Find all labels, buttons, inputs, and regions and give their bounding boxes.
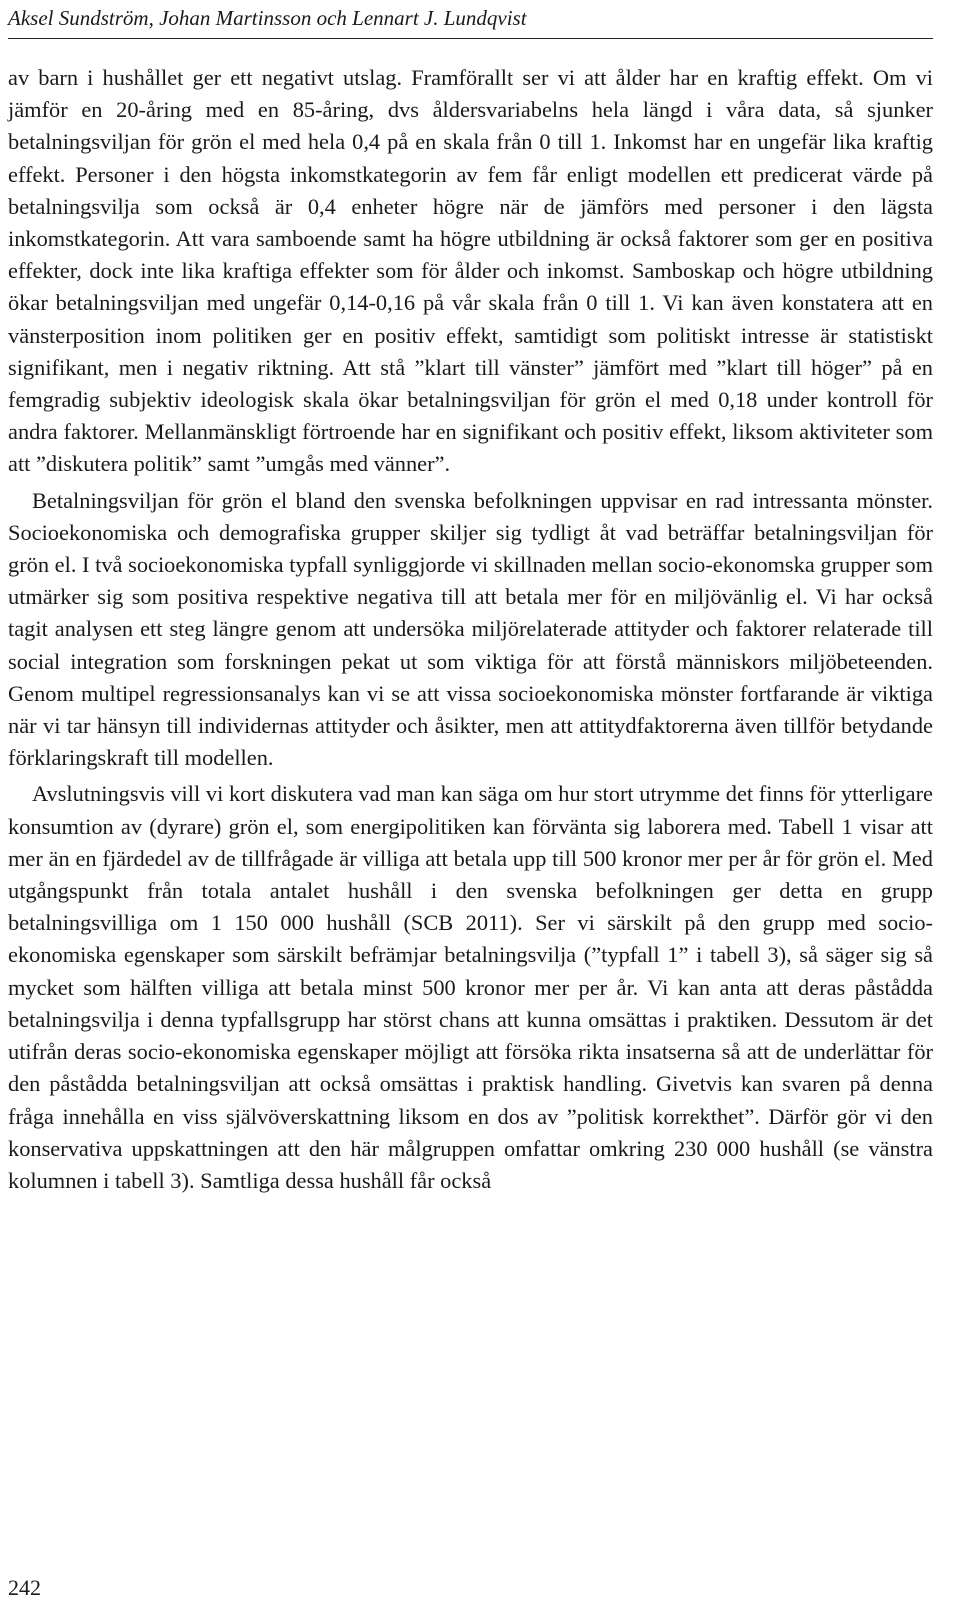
paragraph-3: Avslutningsvis vill vi kort diskutera vad man kan säga om hur stort utrymme det finns för ytterligare konsumtion av (dyrare) grön el, som energipolitiken kan förvänta sig laborera med. Tabell 1 visar att mer än en fjärdedel av de tillfrågade är villiga att betala upp till 500 kronor mer per år för grön el. Med utgångspunkt från totala antalet hushåll i den svenska befolkningen ger detta en grupp betalningsvilliga om 1 150 000 hushåll (SCB 2011). Ser vi särskilt på den grupp med socio-ekonomiska egenskaper som särskilt befrämjar betalningsvilja (”typfall 1” i tabell 3), så säger sig så mycket som hälften villiga att betala minst 500 kronor mer per år. Vi kan anta att deras påstådda betalningsvilja i denna typfallsgrupp har störst chans att kunna omsättas i praktiken. Dessutom är det utifrån deras socio-ekonomiska egenskaper möjligt att försöka rikta insatserna så att de underlättar för den påstådda betalningsviljan att också omsättas i praktisk handling. Givetvis kan svaren på denna fråga innehålla en viss självöverskattning liksom en dos av ”politisk korrekthet”. Därför gör vi den konservativa uppskattningen att den här målgruppen omfattar omkring 230 000 hushåll (se vänstra kolumnen i tabell 3). Samtliga dessa hushåll får också <box>8 781 933 1193</box>
paragraph-1: av barn i hushållet ger ett negativt utslag. Framförallt ser vi att ålder har en kraftig effekt. Om vi jämför en 20-åring med en 85-åring, dvs åldersvariabelns hela längd i våra data, så sjunker betalningsviljan för grön el med hela 0,4 på en skala från 0 till 1. Inkomst har en ungefär lika kraftig effekt. Personer i den högsta inkomstkategorin av fem får enligt modellen ett predicerat värde på betalningsvilja som också är 0,4 enheter högre när de jämförs med personer i den lägsta inkomstkategorin. Att vara samboende samt ha högre utbildning är också faktorer som ger en positiva effekter, dock inte lika kraftiga effekter som för ålder och inkomst. Samboskap och högre utbildning ökar betalningsviljan med ungefär 0,14-0,16 på vår skala från 0 till 1. Vi kan även konstatera att en vänsterposition inom politiken ger en positiv effekt, samtidigt som politiskt intresse är statistiskt signifikant, men i negativ riktning. Att stå ”klart till vänster” jämfört med ”klart till höger” på en femgradig subjektiv ideologisk skala ökar betalningsviljan för grön el med 0,18 under kontroll för andra faktorer. Mellanmänskligt förtroende har en signifikant och positiv effekt, liksom aktiviteter som att ”diskutera politik” samt ”umgås med vänner”. <box>8 65 933 477</box>
running-header: Aksel Sundström, Johan Martinsson och Lennart J. Lundqvist <box>8 6 527 30</box>
body-text <box>8 62 933 1201</box>
page-number: 242 <box>8 1575 41 1600</box>
header-rule <box>8 38 933 39</box>
paragraph-2: Betalningsviljan för grön el bland den svenska befolkningen uppvisar en rad intressanta mönster. Socioekonomiska och demografiska grupper skiljer sig tydligt åt vad beträffar betalningsviljan för grön el. I två socioekonomiska typfall synliggjorde vi skillnaden mellan socio-ekonomska grupper som utmärker sig som positiva respektive negativa till att betala mer för en miljövänlig el. Vi har också tagit analysen ett steg längre genom att undersöka miljörelaterade attityder och faktorer relaterade till social integration som forskningen pekat ut som viktiga för att förstå människors miljöbeteenden. Genom multipel regressionsanalys kan vi se att vissa socioekonomiska mönster fortfarande är viktiga när vi tar hänsyn till individernas attityder och åsikter, men att attitydfaktorerna även tillför betydande förklaringskraft till modellen. <box>8 487 933 771</box>
